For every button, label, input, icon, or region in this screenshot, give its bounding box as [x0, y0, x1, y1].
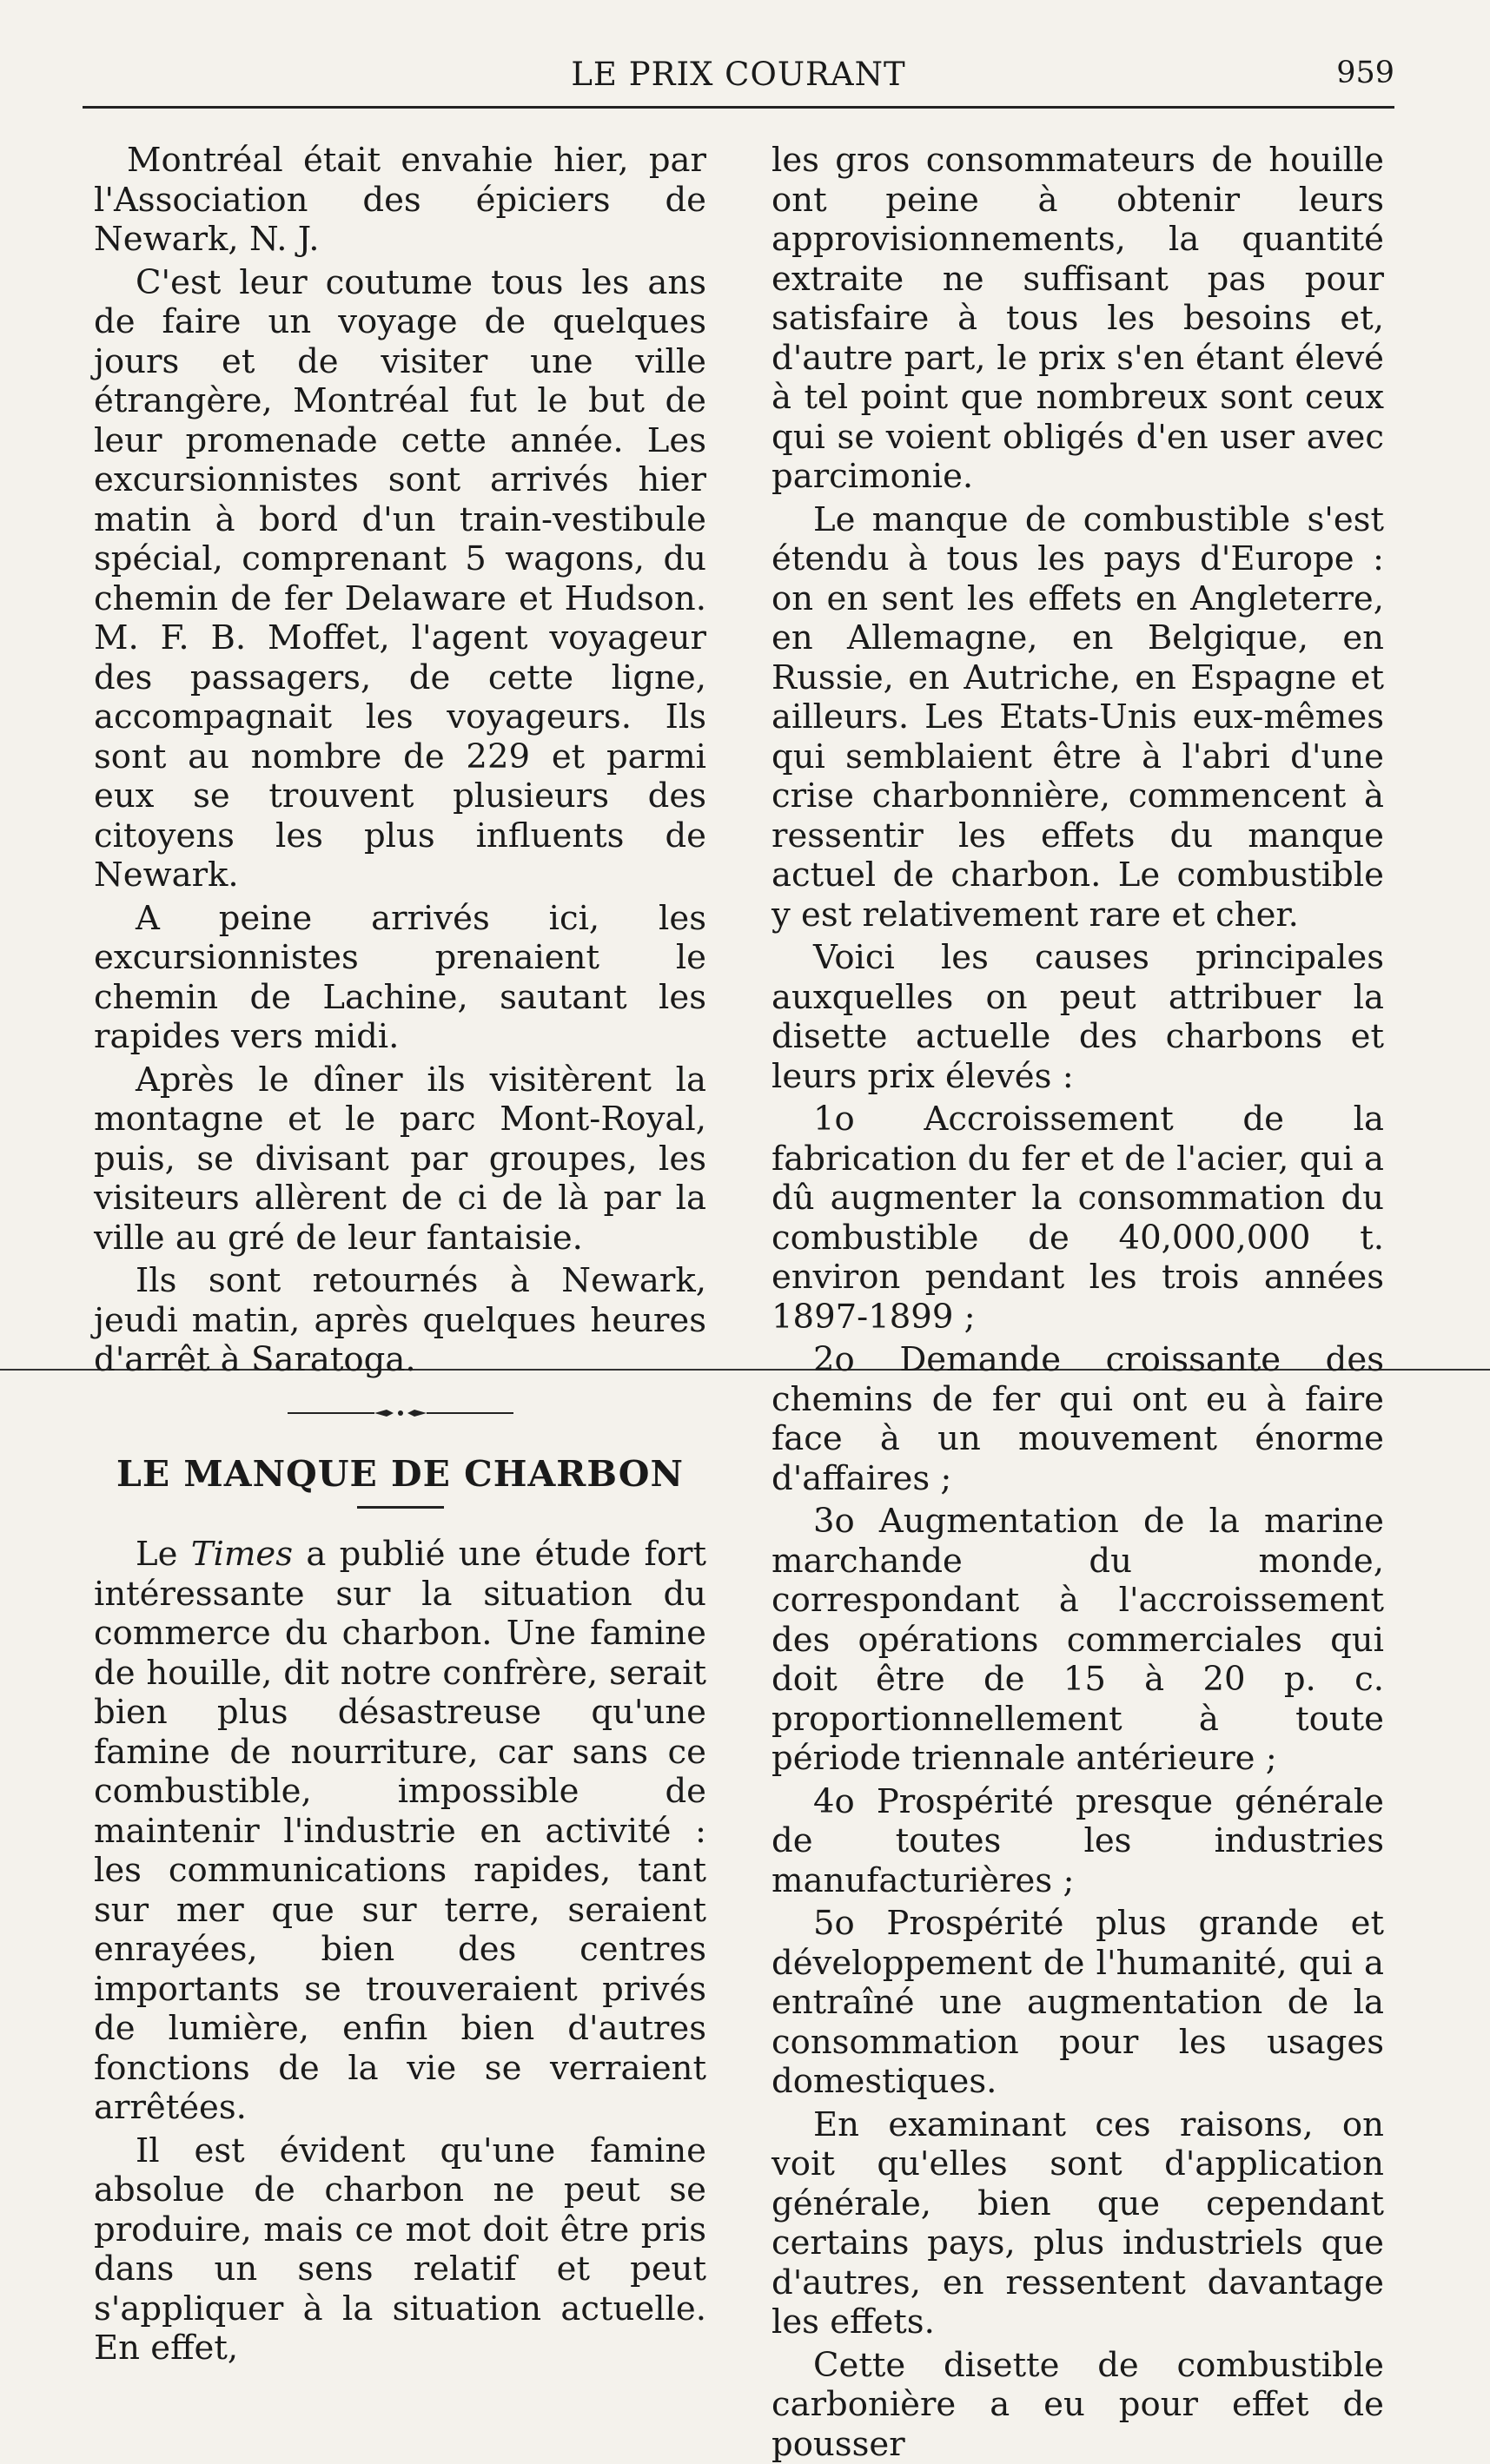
- paragraph: C'est leur coutume tous les ans de faire un voyage de quelques jours et de visiter une ville étrangère, Montréal fut le but de leur promenade cette année. Les excursionnistes sont arrivés hier matin à bord d'un train-vestibule spécial, comprenant 5 wagons, du chemin de fer Delaware et Hudson. M. F. B. Moffet, l'agent voyageur des passagers, de cette ligne, accompagnait les voyageurs. Ils sont au nombre de 229 et parmi eux se trouvent plusieurs des citoyens les plus influents de Newark.: [94, 263, 706, 895]
- paragraph: Montréal était envahie hier, par l'Association des épiciers de Newark, N. J.: [94, 141, 706, 260]
- section-heading: LE MANQUE DE CHARBON: [94, 1455, 706, 1495]
- ornament-line-left: [288, 1412, 374, 1414]
- ornament-line-right: [427, 1412, 513, 1414]
- newspaper-name: Times: [191, 1535, 293, 1574]
- paragraph: Il est évident qu'une famine absolue de charbon ne peut se produire, mais ce mot doit être pris dans un sens relatif et peut s'appliquer à la situation actuelle. En effet,: [94, 2131, 706, 2368]
- paragraph: Ils sont retournés à Newark, jeudi matin, après quelques heures d'arrêt à Saratoga.: [94, 1261, 706, 1380]
- journal-title: LE PRIX COURANT: [83, 56, 1394, 93]
- right-column: [771, 141, 1384, 2464]
- list-item: 5o Prospérité plus grande et développement de l'humanité, qui a entraîné une augmentation de la consommation pour les usages domestiques.: [771, 1904, 1384, 2102]
- paragraph: Voici les causes principales auxquelles on peut attribuer la disette actuelle des charbons et leurs prix élevés :: [771, 938, 1384, 1096]
- list-item: 2o Demande croissante des chemins de fer qui ont eu à faire face à un mouvement énorme d'affaires ;: [771, 1340, 1384, 1498]
- paragraph: Après le dîner ils visitèrent la montagne et le parc Mont-Royal, puis, se divisant par groupes, les visiteurs allèrent de ci de là par la ville au gré de leur fantaisie.: [94, 1060, 706, 1258]
- page-number: 959: [1336, 56, 1394, 90]
- paragraph: les gros consommateurs de houille ont peine à obtenir leurs approvisionnements, la quantité extraite ne suffisant pas pour satisfaire à tous les besoins et, d'autre part, le prix s'en étant élevé à tel point que nombreux sont ceux qui se voient obligés d'en user avec parcimonie.: [771, 141, 1384, 497]
- paragraph-text: a publié une étude fort intéressante sur la situation du commerce du charbon. Une famine de houille, dit notre confrère, serait bien plus désastreuse qu'une famine de nourriture, car sans ce combustible, impossible de maintenir l'industrie en activité : les communications rapides, tant sur mer que sur terre, seraient enrayées, bien des centres importants se trouveraient privés de lumière, enfin bien d'autres fonctions de la vie se verraient arrêtées.: [94, 1535, 706, 2127]
- heading-rule: [357, 1506, 444, 1509]
- paragraph: [94, 1535, 706, 2128]
- list-item: 1o Accroissement de la fabrication du fer et de l'acier, qui a dû augmenter la consommation du combustible de 40,000,000 t. environ pendant les trois années 1897-1899 ;: [771, 1100, 1384, 1337]
- paragraph: En examinant ces raisons, on voit qu'elles sont d'application générale, bien que cependant certains pays, plus industriels que d'autres, en ressentent davantage les effets.: [771, 2105, 1384, 2342]
- paragraph: A peine arrivés ici, les excursionnistes prenaient le chemin de Lachine, sautant les rapides vers midi.: [94, 899, 706, 1057]
- left-column: [94, 141, 706, 2368]
- list-item: 3o Augmentation de la marine marchande du monde, correspondant à l'accroissement des opérations commerciales qui doit être de 15 à 20 p. c. proportionnellement à toute période triennale antérieure ;: [771, 1502, 1384, 1779]
- ornament-icon: [374, 1409, 427, 1417]
- list-item: 4o Prospérité presque générale de toutes les industries manufacturières ;: [771, 1782, 1384, 1901]
- ornament-separator: [288, 1406, 513, 1420]
- page-header: [83, 52, 1394, 104]
- paragraph-text: Le: [136, 1535, 191, 1574]
- paragraph: Le manque de combustible s'est étendu à tous les pays d'Europe : on en sent les effets en Angleterre, en Allemagne, en Belgique, en Russie, en Autriche, en Espagne et ailleurs. Les Etats-Unis eux-mêmes qui semblaient être à l'abri d'une crise charbonnière, commencent à ressentir les effets du manque actuel de charbon. Le combustible y est relativement rare et cher.: [771, 500, 1384, 935]
- paragraph: Cette disette de combustible carbonière a eu pour effet de pousser: [771, 2346, 1384, 2464]
- header-rule: [83, 106, 1394, 109]
